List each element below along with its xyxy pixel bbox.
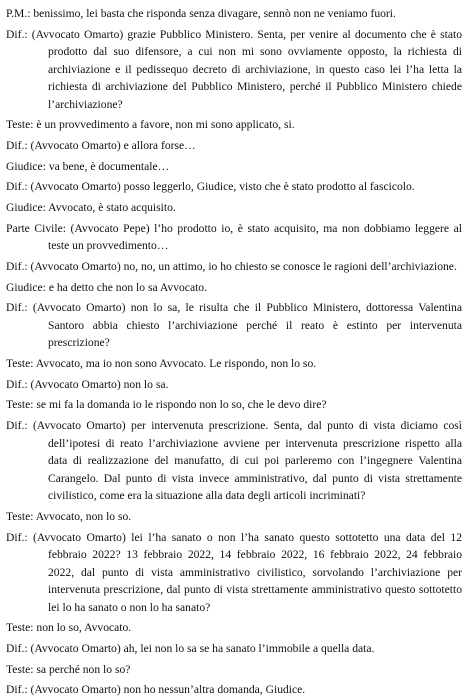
transcript-entry — [6, 355, 462, 373]
continuation-line: febbraio 2022? 13 febbraio 2022, 14 febbraio 2022, 16 febbraio 2022, 24 febbraio — [48, 548, 462, 561]
continuation-line: archiviazione e il pedissequo decreto di archiviazione, in questo caso lei l’ha letta la — [48, 62, 462, 76]
transcript-entry — [6, 158, 462, 176]
continuation-line: richiesta di archiviazione del Pubblico Ministero, perché il Pubblico Ministero chiede — [48, 80, 462, 94]
continuation-line: data di realizzazione del manufatto, di cui poi parleremo con l’ingegnere Valentina — [48, 454, 462, 468]
transcript-entry — [6, 258, 462, 276]
speaker-line: Teste: Avvocato, ma io non sono Avvocato. Le rispondo, non lo so. — [6, 357, 317, 371]
continuation-line: 2022, dal punto di vista amministrativo civilistico, sorvolando l’archiviazione per — [48, 565, 462, 579]
continuation-line: prodotto dal suo difensore, a cui non mi sono ovviamente opposto, la richiesta di — [48, 45, 462, 59]
transcript-entry — [6, 376, 462, 394]
continuation-line: dell’ipotesi di reato l’archiviazione avviene per intervenuta prescrizione rispetto alla — [48, 436, 462, 450]
continuation-line: Carangelo. Dal punto di vista invece amministrativo, dal punto di vista strettamente — [48, 471, 462, 485]
transcript-entry — [6, 137, 462, 155]
transcript-entry — [6, 681, 462, 699]
speaker-line: Giudice: e ha detto che non lo sa Avvocato. — [6, 280, 208, 294]
speaker-line: Dif.: (Avvocato Omarto) posso leggerlo, Giudice, visto che è stato prodotto al fascicolo. — [6, 180, 415, 194]
continuation-line: civilistico, come era la situazione alla data degli articoli incriminati? — [48, 489, 366, 503]
speaker-line: Dif.: (Avvocato Omarto) e allora forse… — [6, 139, 196, 153]
continuation-line: teste un provvedimento… — [48, 239, 169, 253]
continuation-line: lei lo ha sanato o non lo ha sanato? — [48, 600, 211, 614]
transcript-entry — [6, 279, 462, 297]
speaker-line: Dif.: (Avvocato Omarto) per intervenuta prescrizione. Senta, dal punto di vista diciamo così — [6, 419, 462, 433]
continuation-line: prescrizione? — [48, 336, 110, 350]
speaker-line: Dif.: (Avvocato Omarto) ah, lei non lo sa se ha sanato l’immobile a quella data. — [6, 641, 375, 655]
continuation-line: l’archiviazione? — [48, 97, 123, 111]
transcript-entry — [6, 619, 462, 637]
speaker-line: Dif.: (Avvocato Omarto) non ho nessun’altra domanda, Giudice. — [6, 683, 306, 697]
continuation-line: intervenuta prescrizione, dal punto di vista strettamente amministrativo questo sottotetto — [48, 583, 462, 596]
speaker-line: Teste: se mi fa la domanda io le rispondo non lo so, che le devo dire? — [6, 398, 327, 412]
speaker-line: P.M.: benissimo, lei basta che risponda senza divagare, sennò non ne veniamo fuori. — [6, 7, 396, 20]
transcript-entry — [6, 396, 462, 414]
speaker-line: Dif.: (Avvocato Omarto) no, no, un attimo, io ho chiesto se conosce le ragioni dell’archiviazione. — [6, 260, 457, 273]
transcript-entry — [6, 220, 462, 255]
transcript-entry — [6, 299, 462, 352]
transcript-entry — [6, 661, 462, 679]
transcript-entry — [6, 529, 462, 617]
transcript-entry — [6, 178, 462, 196]
speaker-line: Teste: Avvocato, non lo so. — [6, 509, 132, 523]
speaker-line: Dif.: (Avvocato Omarto) lei l’ha sanato o non l’ha sanato questo sottotetto una data del 12 — [6, 530, 462, 544]
speaker-line: Dif.: (Avvocato Omarto) non lo sa, le risulta che il Pubblico Ministero, dottoressa Valentina — [6, 301, 462, 315]
transcript-entry — [6, 26, 462, 114]
speaker-line: Giudice: Avvocato, è stato acquisito. — [6, 201, 176, 215]
speaker-line: Teste: sa perché non lo so? — [6, 662, 131, 676]
transcript-entry — [6, 116, 462, 134]
speaker-line: Teste: non lo so, Avvocato. — [6, 621, 132, 635]
continuation-line: Santoro abbia chiesto l’archiviazione perché il reato è estinto per intervenuta — [48, 318, 462, 332]
transcript-entry — [6, 417, 462, 505]
transcript-entry — [6, 640, 462, 658]
transcript-entry — [6, 199, 462, 217]
speaker-line: Dif.: (Avvocato Omarto) non lo sa. — [6, 377, 169, 391]
speaker-line: Parte Civile: (Avvocato Pepe) l’ho prodotto io, è stato acquisito, ma non dobbiamo leggere al — [6, 221, 462, 235]
transcript-entry — [6, 508, 462, 526]
transcript-entry — [6, 5, 462, 23]
speaker-line: Dif.: (Avvocato Omarto) grazie Pubblico Ministero. Senta, per venire al documento che è stato — [6, 27, 462, 41]
speaker-line: Giudice: va bene, è documentale… — [6, 159, 170, 173]
speaker-line: Teste: è un provvedimento a favore, non mi sono applicato, si. — [6, 118, 295, 132]
